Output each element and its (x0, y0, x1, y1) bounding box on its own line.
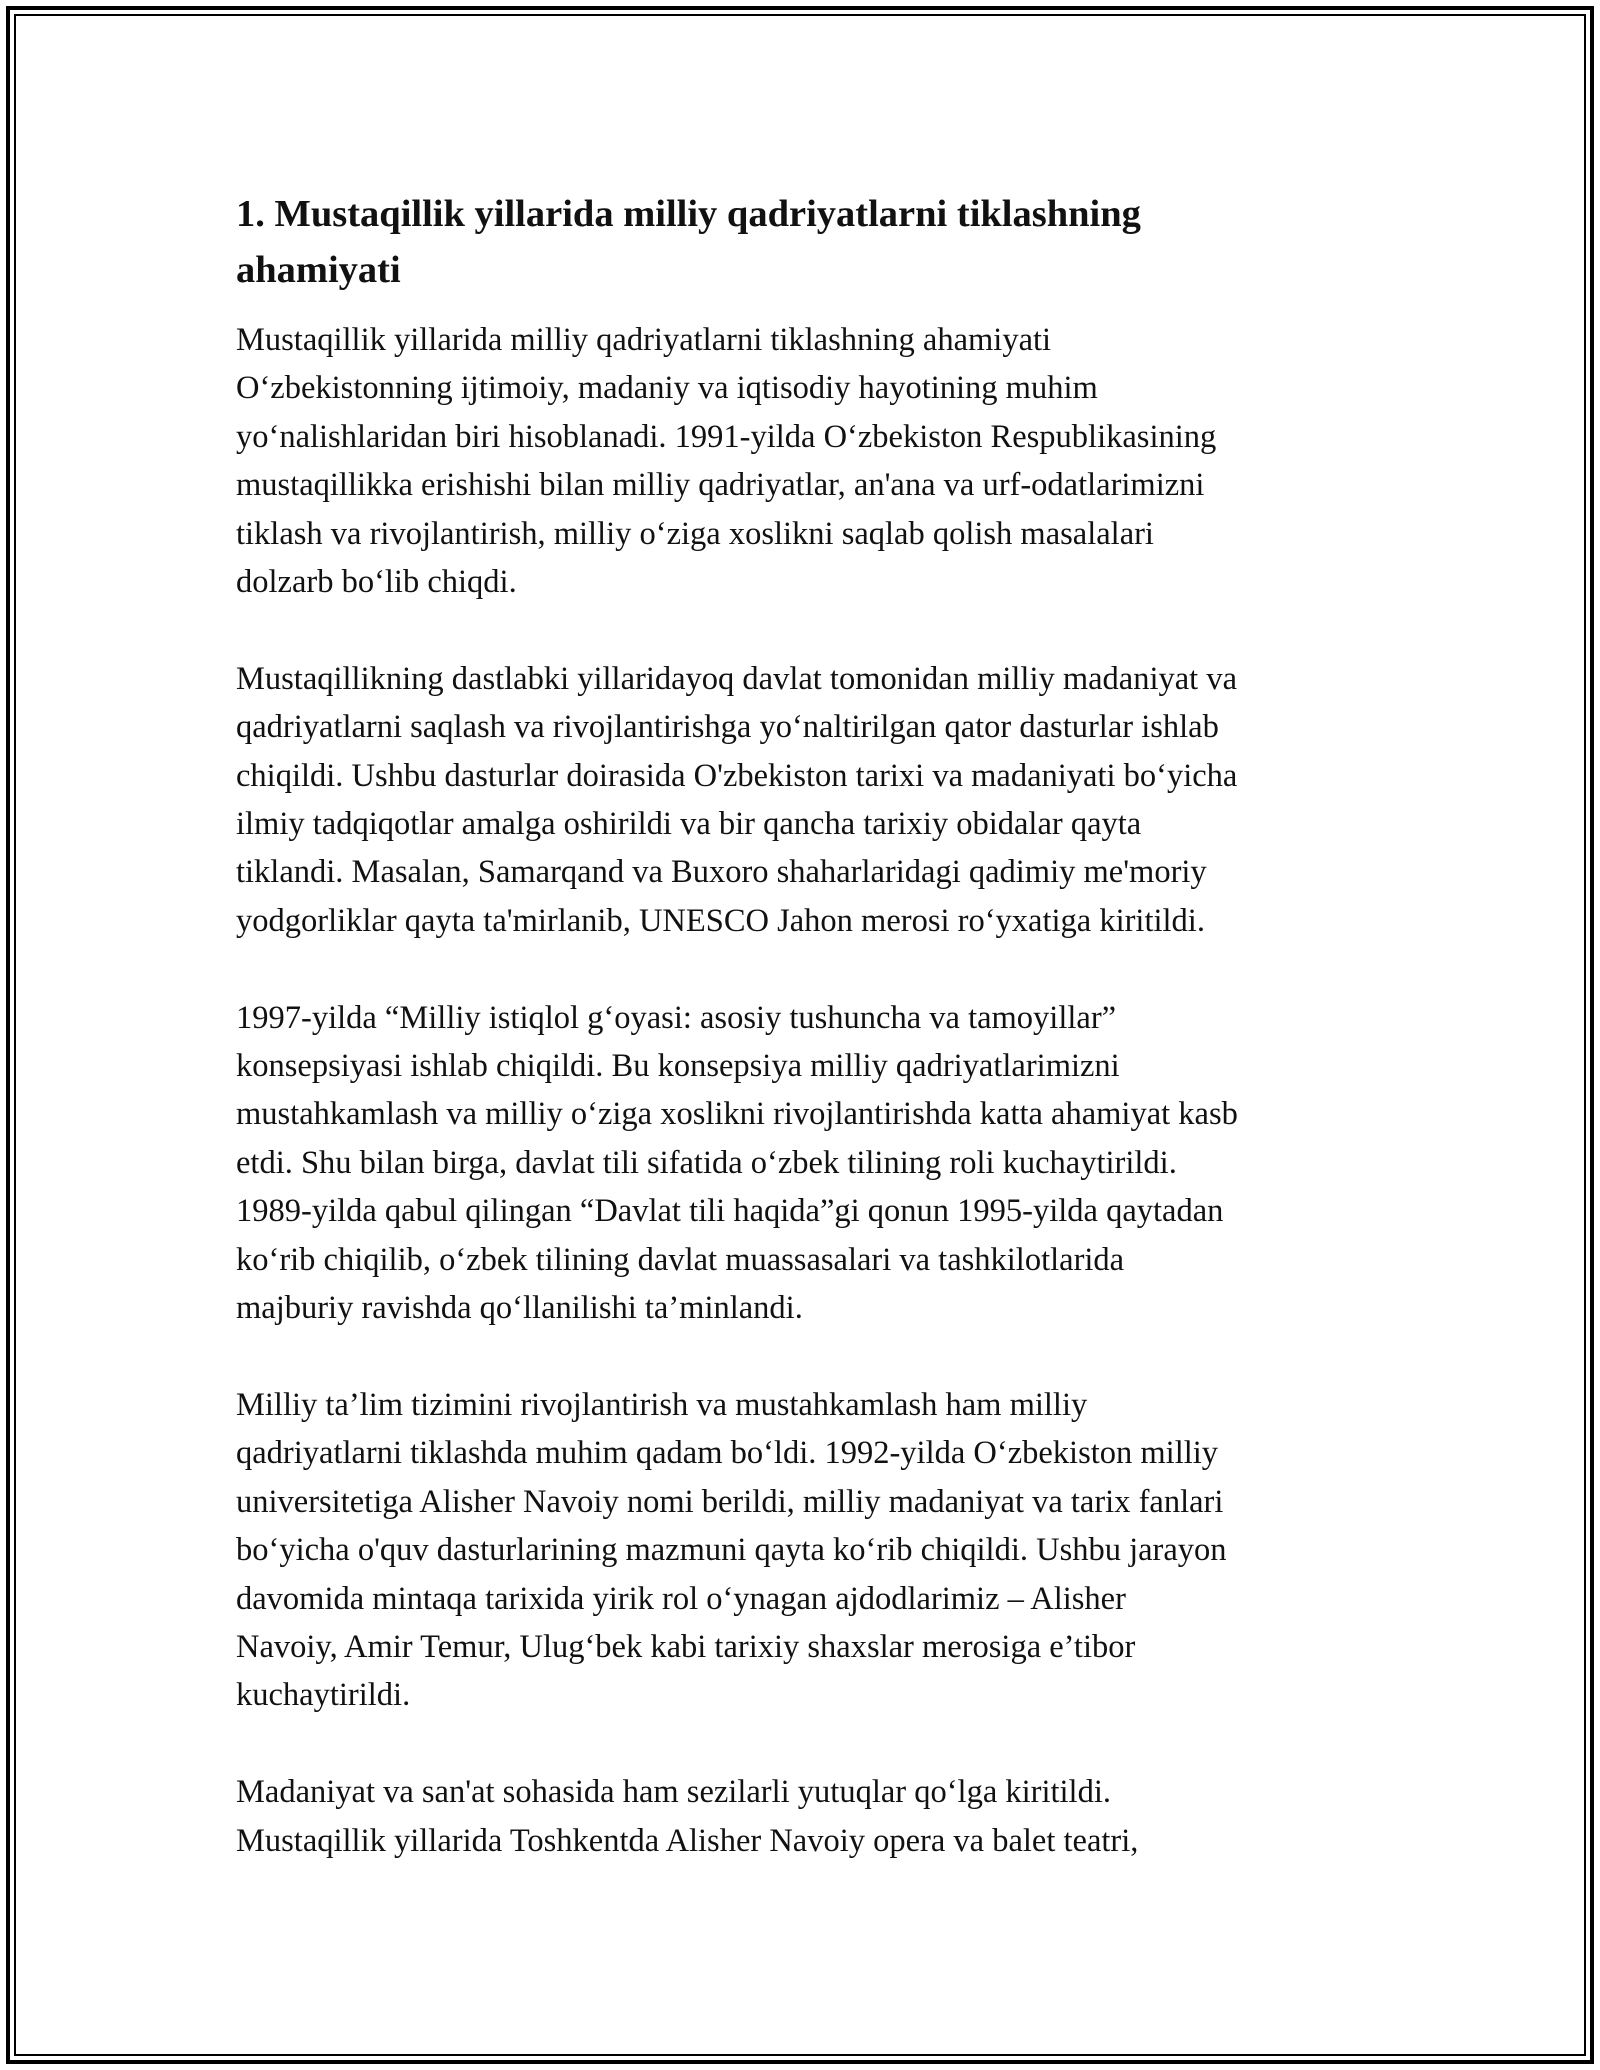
document-body (236, 186, 1386, 1913)
section-heading: 1. Mustaqillik yillarida milliy qadriyatlarni tiklashning ahamiyati (236, 193, 1141, 291)
paragraph-5: Madaniyat va san'at sohasida ham sezilarli yutuqlar qo‘lga kiritildi. Mustaqillik yillarida Toshkentda Alisher Navoiy opera va balet teatri, (236, 1774, 1139, 1859)
paragraph-1: Mustaqillik yillarida milliy qadriyatlarni tiklashning ahamiyati O‘zbekistonning ijtimoiy, madaniy va iqtisodiy hayotining muhim yo‘nalishlaridan biri hisoblanadi. 1991-yilda O‘zbekiston Respublikasining mustaqillikka erishishi bilan milliy qadriyatlar, an'ana va urf-odatlarimizni tiklash va rivojlantirish, milliy o‘ziga xoslikni saqlab qolish masalalari dolzarb bo‘lib chiqdi. (236, 322, 1217, 601)
paragraph-2: Mustaqillikning dastlabki yillaridayoq davlat tomonidan milliy madaniyat va qadriyatlarni saqlash va rivojlantirishga yo‘naltirilgan qator dasturlar ishlab chiqildi. Ushbu dasturlar doirasida O'zbekiston tarixi va madaniyati bo‘yicha ilmiy tadqiqotlar amalga oshirildi va bir qancha tarixiy obidalar qayta tiklandi. Masalan, Samarqand va Buxoro shaharlaridagi qadimiy me'moriy yodgorliklar qayta ta'mirlanib, UNESCO Jahon merosi ro‘yxatiga kiritildi. (236, 660, 1238, 939)
paragraph-3: 1997-yilda “Milliy istiqlol g‘oyasi: asosiy tushuncha va tamoyillar” konsepsiyasi ishlab chiqildi. Bu konsepsiya milliy qadriyatlarimizni mustahkamlash va milliy o‘ziga xoslikni rivojlantirishda katta ahamiyat kasb etdi. Shu bilan birga, davlat tili sifatida o‘zbek tilining roli kuchaytirildi. 1989-yilda qabul qilingan “Davlat tili haqida”gi qonun 1995-yilda qaytadan ko‘rib chiqilib, o‘zbek tilining davlat muassasalari va tashkilotlarida majburiy ravishda qo‘llanilishi ta’minlandi. (236, 999, 1238, 1327)
paragraph-4: Milliy ta’lim tizimini rivojlantirish va mustahkamlash ham milliy qadriyatlarni tiklashda muhim qadam bo‘ldi. 1992-yilda O‘zbekiston milliy universitetiga Alisher Navoiy nomi berildi, milliy madaniyat va tarix fanlari bo‘yicha o'quv dasturlarining mazmuni qayta ko‘rib chiqildi. Ushbu jarayon davomida mintaqa tarixida yirik rol o‘ynagan ajdodlarimiz – Alisher Navoiy, Amir Temur, Ulug‘bek kabi tarixiy shaxslar merosiga e’tibor kuchaytirildi. (236, 1386, 1227, 1714)
